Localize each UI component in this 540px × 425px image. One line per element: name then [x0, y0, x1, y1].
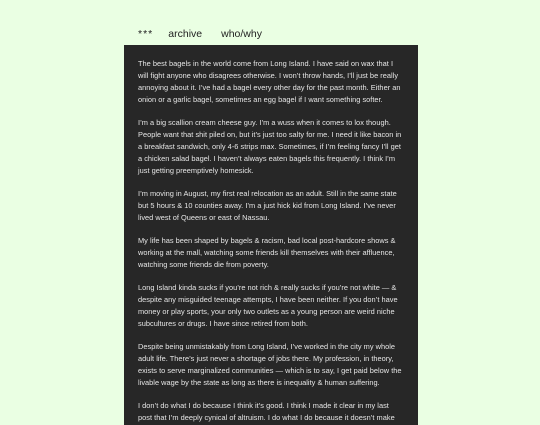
post-paragraph: I don’t do what I do because I think it’s good. I think I made it clear in my last post that I’m deeply cynical of altruism. I do what I do because it doesn’t make	[138, 401, 395, 422]
post-paragraph: The best bagels in the world come from Long Island. I have said on wax that I will fight anyone who disagrees otherwise. I won’t throw hands, I’ll just be really annoying about it. I’ve had a bagel every other day for the past month. Either an onion or a garlic bagel, sometimes an egg bagel if I want something softer.	[138, 59, 401, 104]
nav-about-link[interactable]: who/why	[221, 28, 262, 40]
nav-archive-link[interactable]: archive	[168, 28, 203, 40]
nav-home-link[interactable]: ***	[138, 28, 154, 40]
post-paragraph: I’m moving in August, my first real relocation as an adult. Still in the same state but 5 hours & 10 counties away. I’m a just hick kid from Long Island. I’ve never lived west of Queens or east of Nassau.	[138, 189, 397, 222]
post-paragraph: I’m a big scallion cream cheese guy. I’m a wuss when it comes to lox though. People want that shit piled on, but it’s just too salty for me. I need it like bacon in a breakfast sandwich, only 4-6 strips max. Sometimes, if I’m feeling fancy I’ll get a chicken salad bagel. I haven’t always eaten bagels this frequently. I think I’m just getting preemptively homesick.	[138, 118, 402, 175]
post-paragraph: Despite being unmistakably from Long Island, I’ve worked in the city my whole adult life. There’s just never a shortage of jobs there. My profession, in theory, exists to serve marginalized communities — which is to say, I get paid below the livable wage by the state as long as there is inequality & human suffering.	[138, 342, 402, 387]
top-navigation	[138, 27, 262, 41]
post-paragraph: My life has been shaped by bagels & racism, bad local post-hardcore shows & working at the mall, watching some friends kill themselves with their affluence, watching some friends die from poverty.	[138, 236, 396, 269]
post-paragraph: Long Island kinda sucks if you’re not rich & really sucks if you’re not white — & despite any misguided teenage attempts, I have been neither. If you don’t have money or play sports, your only two outlets as a young person are weird niche subcultures or drugs. I have since retired from both.	[138, 283, 398, 328]
blog-post	[124, 45, 418, 425]
